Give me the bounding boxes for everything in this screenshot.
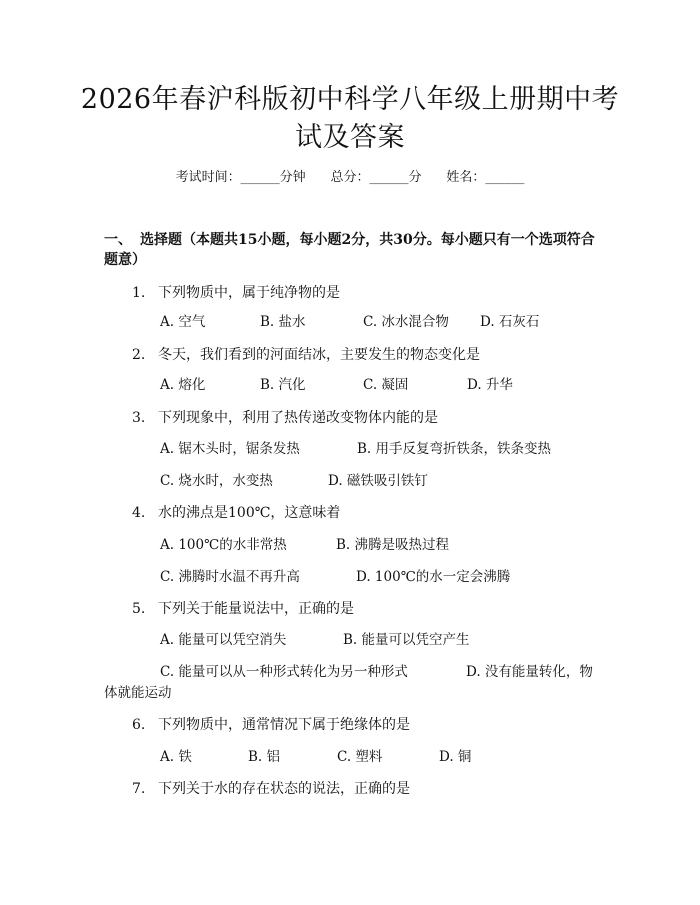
option-d: D. 铜	[439, 749, 472, 765]
exam-title-line-2: 试及答案	[295, 122, 405, 153]
question-number: 2.	[132, 347, 146, 363]
option-d: D. 升华	[467, 377, 513, 393]
question-number: 5.	[132, 601, 146, 617]
question-5	[132, 599, 354, 619]
question-text: 下列关于水的存在状态的说法，正确的是	[158, 781, 410, 797]
option-b: B. 铝	[248, 749, 281, 765]
exam-title-line-1: 2026年春沪科版初中科学八年级上册期中考	[80, 84, 620, 115]
question-number: 6.	[132, 717, 146, 733]
name-blank: ______	[485, 170, 525, 185]
option-b: B. 用手反复弯折铁条，铁条变热	[357, 441, 552, 457]
option-b: B. 盐水	[260, 314, 306, 330]
option-d: D. 磁铁吸引铁钉	[328, 473, 428, 489]
option-c: C. 沸腾时水温不再升高	[160, 569, 300, 585]
option-d: D. 100℃的水一定会沸腾	[356, 569, 511, 585]
option-c: C. 能量可以从一种形式转化为另一种形式	[160, 664, 408, 680]
question-4	[132, 503, 340, 523]
time-label: 考试时间：	[175, 170, 241, 185]
option-a: A. 能量可以凭空消失	[160, 632, 287, 648]
question-6	[132, 715, 410, 735]
option-a: A. 100℃的水非常热	[160, 537, 287, 553]
option-d-continuation: 体就能运动	[104, 685, 172, 701]
section-heading-line-1: 选择题（本题共15小题，每小题2分，共30分。每小题只有一个选项符合	[140, 232, 595, 248]
option-d: D. 石灰石	[480, 314, 540, 330]
question-number: 7.	[132, 781, 146, 797]
option-a: A. 铁	[160, 749, 192, 765]
question-1	[132, 283, 340, 303]
question-text: 下列物质中，属于纯净物的是	[158, 285, 340, 301]
option-b: B. 汽化	[260, 377, 306, 393]
option-d: D. 没有能量转化，物	[466, 664, 593, 680]
option-c: C. 塑料	[337, 749, 383, 765]
question-number: 1.	[132, 285, 146, 301]
time-blank: ______	[240, 170, 280, 185]
question-text: 水的沸点是100℃，这意味着	[158, 505, 341, 521]
question-number: 4.	[132, 505, 146, 521]
name-label: 姓名：	[446, 170, 486, 185]
option-b: B. 沸腾是吸热过程	[336, 537, 450, 553]
option-c: C. 冰水混合物	[363, 314, 449, 330]
question-7	[132, 779, 410, 799]
question-text: 下列物质中，通常情况下属于绝缘体的是	[158, 717, 410, 733]
section-heading	[104, 230, 604, 270]
option-a: A. 空气	[160, 314, 206, 330]
score-unit: 分	[408, 170, 422, 185]
option-a: A. 熔化	[160, 377, 206, 393]
option-b: B. 能量可以凭空产生	[343, 632, 470, 648]
question-2	[132, 345, 480, 365]
section-heading-line-2: 题意）	[104, 252, 146, 268]
question-number: 3.	[132, 410, 146, 426]
question-text: 冬天，我们看到的河面结冰，主要发生的物态变化是	[158, 347, 480, 363]
option-a: A. 锯木头时，锯条发热	[160, 441, 300, 457]
option-c: C. 烧水时，水变热	[160, 473, 273, 489]
score-blank: ______	[369, 170, 409, 185]
option-c: C. 凝固	[363, 377, 409, 393]
score-label: 总分：	[330, 170, 370, 185]
section-number: 一、	[104, 232, 132, 248]
question-text: 下列关于能量说法中，正确的是	[158, 601, 354, 617]
time-unit: 分钟	[279, 170, 306, 185]
question-text: 下列现象中，利用了热传递改变物体内能的是	[158, 410, 438, 426]
question-3	[132, 408, 438, 428]
exam-info-row	[0, 168, 700, 188]
